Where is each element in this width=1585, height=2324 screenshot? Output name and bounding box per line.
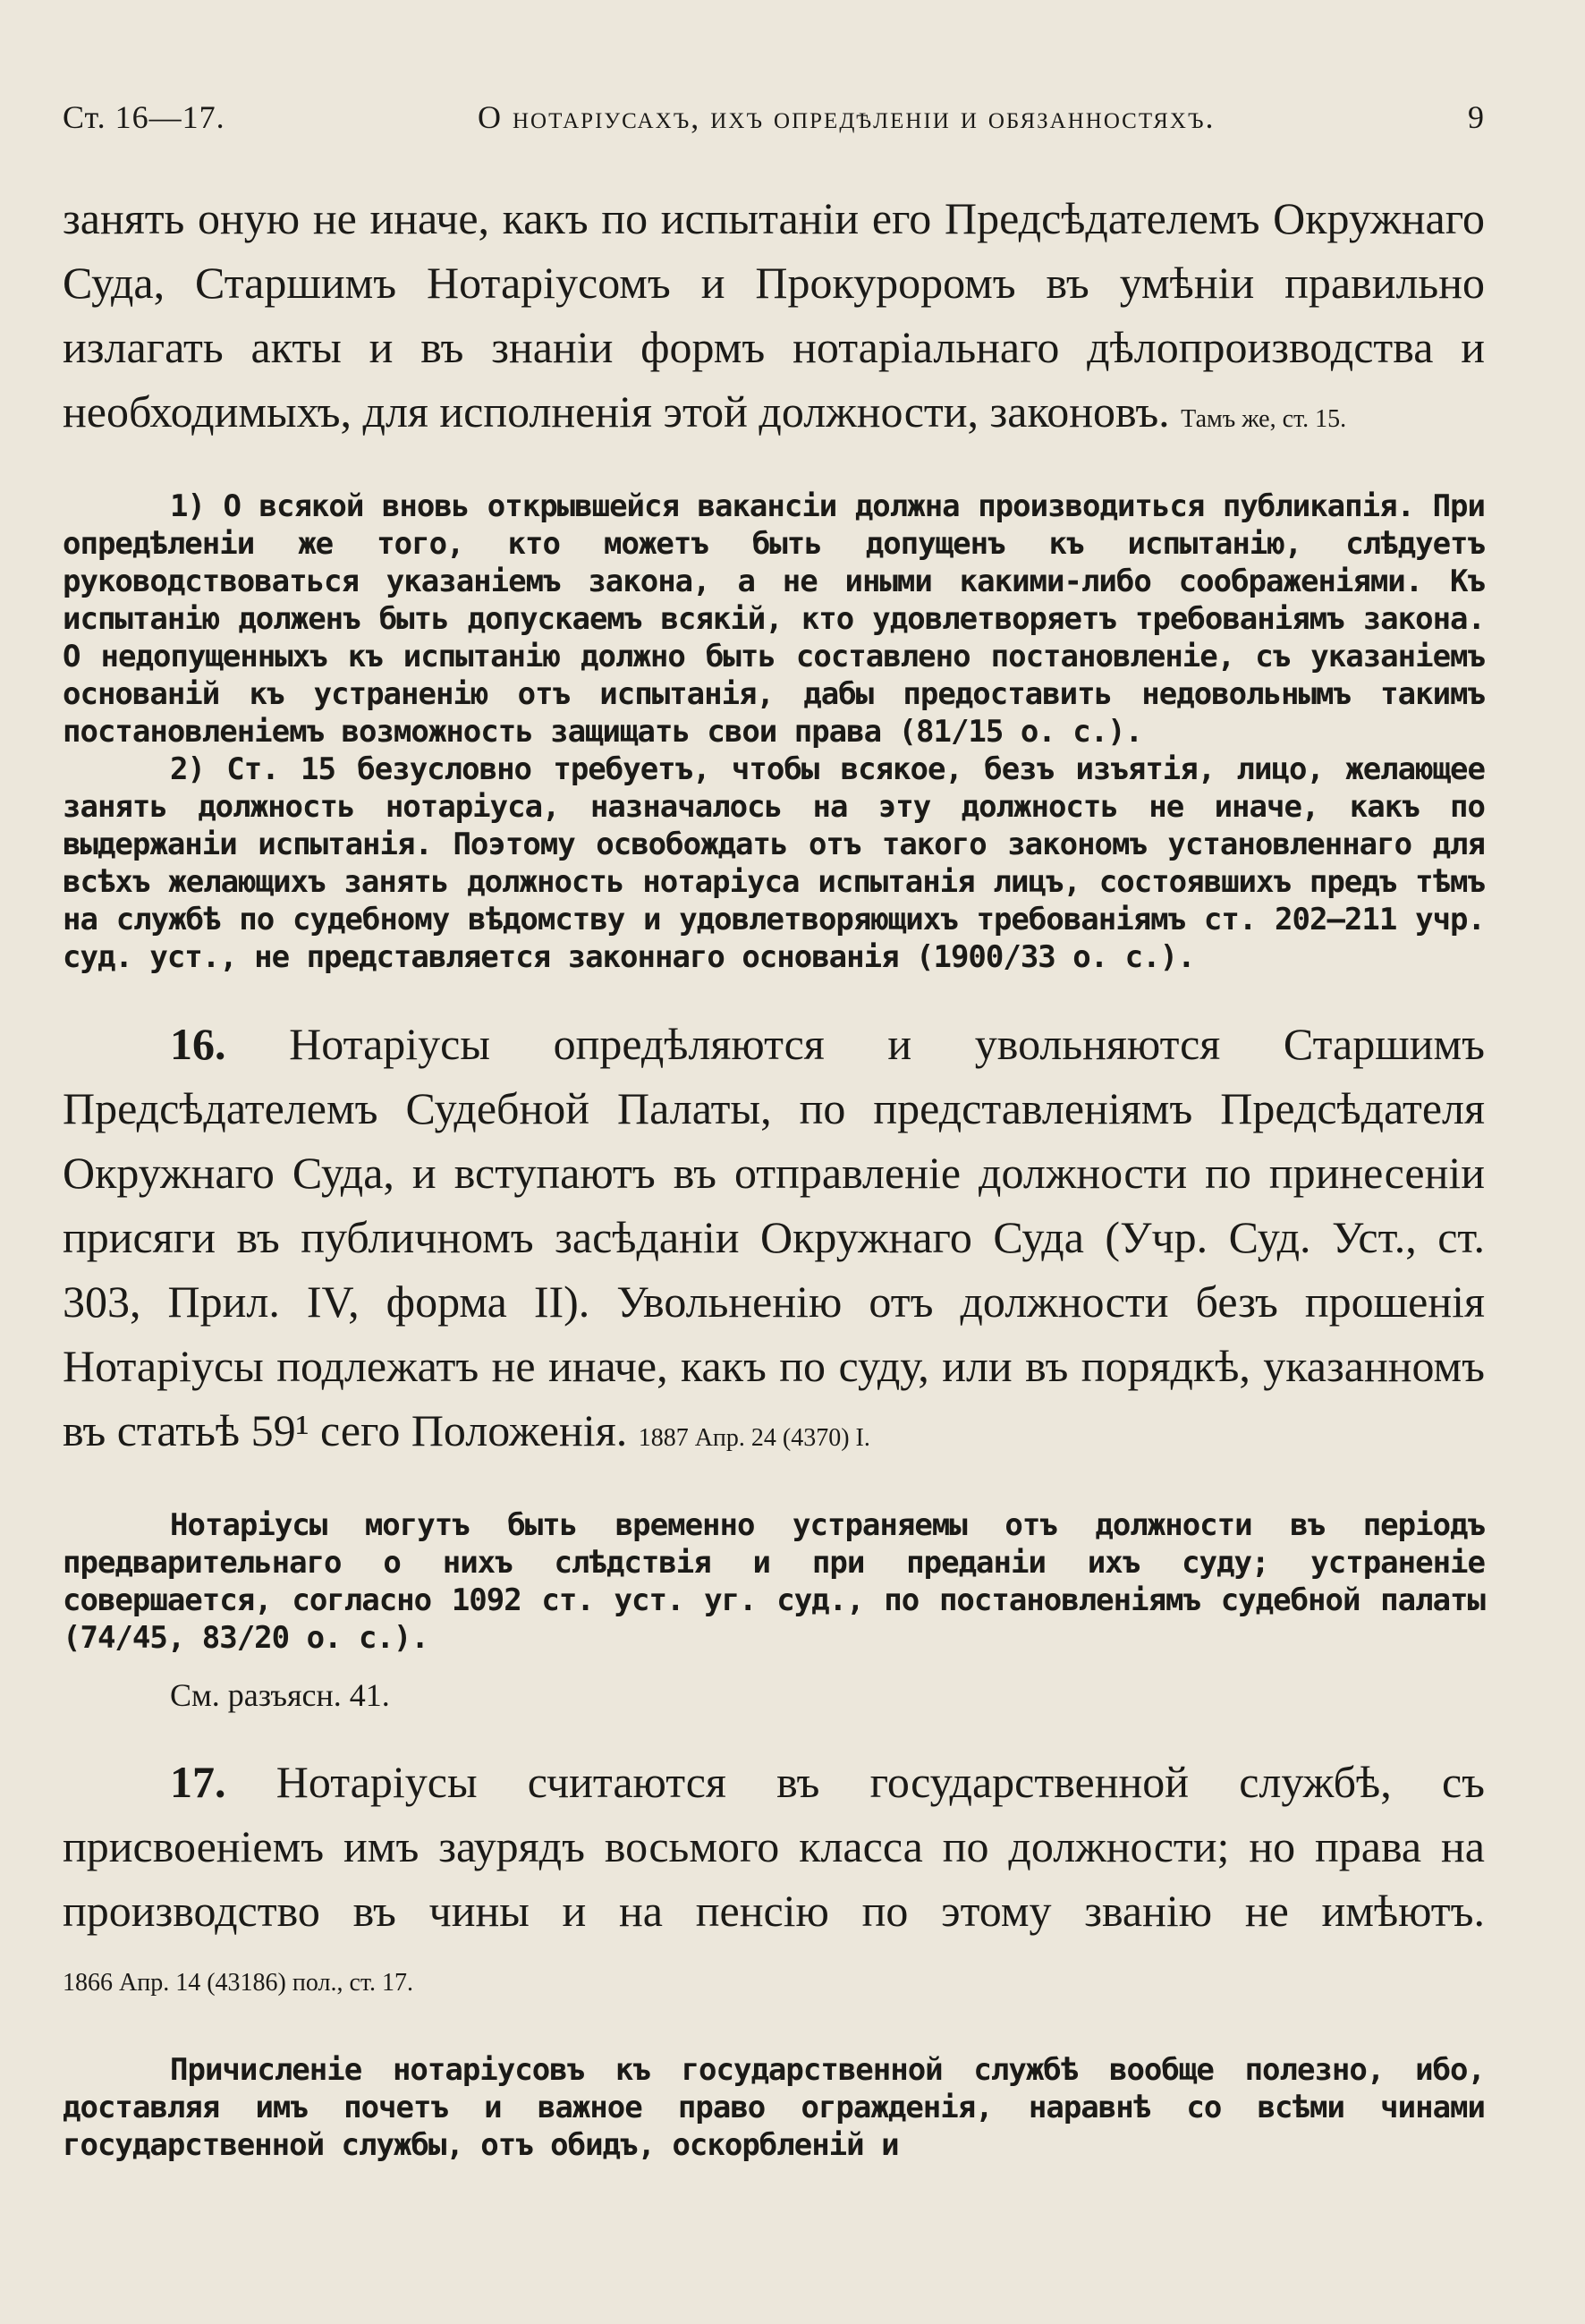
article-17-number: 17.	[170, 1757, 226, 1807]
header-title: О нотаріусахъ, ихъ опредѣленіи и обязанностяхъ.	[477, 99, 1216, 135]
page	[63, 98, 1485, 2164]
running-header	[63, 98, 1485, 136]
article-15-notes	[63, 488, 1485, 976]
article-17-text: Нотаріусы считаются въ государственной службѣ, съ присвоеніемъ имъ заурядъ восьмого класса по должности; но права на производство въ чины и на пенсію по этому званію не имѣютъ.	[63, 1757, 1486, 1936]
header-article-range: Ст. 16—17.	[63, 99, 225, 135]
page-number: 9	[1467, 99, 1485, 135]
article-17	[63, 1750, 1485, 2015]
article-16	[63, 1012, 1485, 1471]
article-16-text: Нотаріусы опредѣляются и увольняются Старшимъ Предсѣдателемъ Судебной Палаты, по представленіямъ Предсѣдателя Окружнаго Суда, и вступаютъ въ отправленіе должности по принесеніи присяги въ публичномъ засѣданіи Окружнаго Суда (Учр. Суд. Уст., ст. 303, Прил. IV, форма II). Увольненію отъ должности безъ прошенія Нотаріусы подлежатъ не иначе, какъ по суду, или въ порядкѣ, указанномъ въ статьѣ 59¹ сего Положенія.	[63, 1019, 1486, 1455]
see-reference: См. разъясн. 41.	[170, 1677, 390, 1713]
article-15-continuation	[63, 186, 1485, 452]
article-16-number: 16.	[170, 1019, 226, 1069]
note-15-2: 2) Ст. 15 безусловно требуетъ, чтобы всякое, безъ изъятія, лицо, желающее занять должность нотаріуса, назначалось на эту должность не иначе, какъ по выдержаніи испытанія. Поэтому освобождать отъ такого закономъ установленнаго для всѣхъ желающихъ занять должность нотаріуса испытанія лицъ, состоявшихъ предъ тѣмъ на службѣ по судебному вѣдомству и удовлетворяющихъ требованіямъ ст. 202—211 учр. суд. уст., не представляется законнаго основанія (1900/33 о. с.).	[63, 751, 1485, 975]
note-17: Причисленіе нотаріусовъ къ государственной службѣ вообще полезно, ибо, доставляя имъ почетъ и важное право огражденія, наравнѣ со всѣми чинами государственной службы, отъ обидъ, оскорбленій и	[63, 2052, 1485, 2163]
article-15-text: занять оную не иначе, какъ по испытаніи его Предсѣдателемъ Окружнаго Суда, Старшимъ Нотаріусомъ и Прокуроромъ въ умѣніи правильно излагать акты и въ знаніи формъ нотаріальнаго дѣлопроизводства и необходимыхъ, для исполненія этой должности, законовъ.	[63, 193, 1485, 437]
note-16: Нотаріусы могутъ быть временно устраняемы отъ должности въ періодъ предварительнаго о нихъ слѣдствія и при преданіи ихъ суду; устраненіе совершается, согласно 1092 ст. уст. уг. суд., по постановленіямъ судебной палаты (74/45, 83/20 о. с.).	[63, 1507, 1485, 1656]
article-17-citation: 1866 Апр. 14 (43186) пол., ст. 17.	[63, 1969, 413, 1997]
article-15-citation: Тамъ же, ст. 15.	[1181, 405, 1347, 433]
article-16-citation: 1887 Апр. 24 (4370) I.	[638, 1424, 870, 1452]
note-15-1: 1) О всякой вновь открывшейся вакансіи должна производиться публикапія. При опредѣленіи же того, кто можетъ быть допущенъ къ испытанію, слѣдуетъ руководствоваться указаніемъ закона, а не иными какими-либо соображеніями. Къ испытанію долженъ быть допускаемъ всякій, кто удовлетворяетъ требованіямъ закона. О недопущенныхъ къ испытанію должно быть составлено постановленіе, съ указаніемъ основаній къ устраненію отъ испытанія, дабы предоставить недовольнымъ такимъ постановленіемъ возможность защищать свои права (81/15 о. с.).	[63, 488, 1485, 750]
